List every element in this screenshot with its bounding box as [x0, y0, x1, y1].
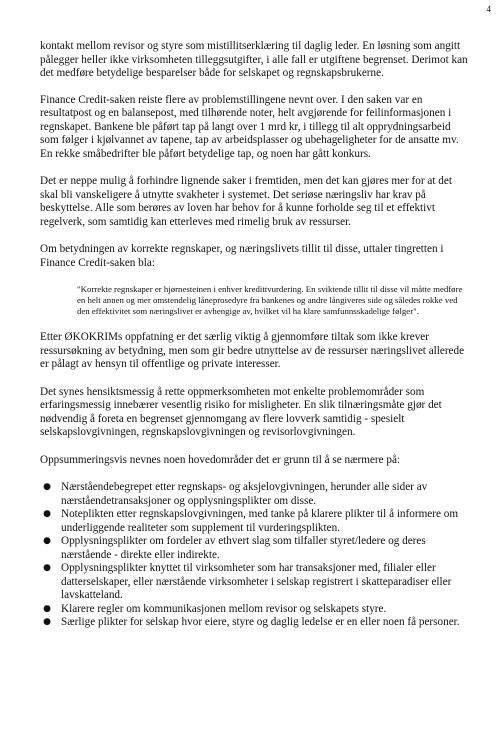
document-body — [40, 40, 468, 630]
list-item — [43, 508, 468, 535]
list-item-text: Noteplikten etter regnskapslovgivningen, med tanke på klarere plikter til å informere om underliggende realiteter som supplement til vurderingsplikten. — [61, 508, 459, 534]
paragraph-2: Finance Credit-saken reiste flere av problemstillingene nevnt over. I den saken var en resultatpost og en balansepost, med tilhørende noter, helt avgjørende for feilinformasjonen i regnskapet. Bankene ble påført tap på langt over 1 mrd kr, i tillegg til alt opprydningsarbeid som følger i kjølvannet av tapene, tap av arbeidsplasser og ubehageligheter for de ansatte mv. En rekke småbedrifter ble påført betydelige tap, og noen har gått konkurs. — [40, 93, 459, 160]
bullet-icon: ● — [43, 536, 51, 546]
list-item — [43, 562, 468, 603]
bullet-icon: ● — [43, 617, 51, 627]
list-item — [43, 535, 468, 562]
summary-list — [40, 481, 468, 630]
court-quote: "Korrekte regnskaper er hjørnesteinen i enhver kredittvurdering. En sviktende tillit til disse vil måtte medføre en helt annen og mer omstendelig låneprosedyre fra bankenes og andre långiveres side og således rokke ved den effektivitet som næringslivet er avhengige av, hvilket vil ha klare samfunnsskadelige følger". — [77, 284, 463, 316]
list-item-text: Klarere regler om kommunikasjonen mellom revisor og selskapets styre. — [61, 602, 387, 615]
bullet-icon: ● — [43, 482, 51, 492]
bullet-icon: ● — [43, 603, 51, 614]
list-item-text: Nærståendebegrepet etter regnskaps- og aksjelovgivningen, herunder alle sider av nærståendetransaksjoner og opplysningsplikter om disse. — [61, 481, 428, 507]
list-item — [43, 602, 468, 617]
list-item-text: Opplysningsplikter om fordeler av ethvert slag som tilfaller styret/ledere og deres nærstående - direkte eller indirekte. — [61, 535, 426, 561]
paragraph-7: Oppsummeringsvis nevnes noen hovedområder det er grunn til å se nærmere på: — [40, 453, 401, 466]
paragraph-1: kontakt mellom revisor og styre som mistillitserklæring til daglig leder. En løsning som angitt pålegger heller ikke virksomheten tilleggsutgifter, i alle fall er utgiftene begrenset. Derimot kan det medføre betydelige besparelser både for selskapet og regnskapsbrukerne. — [40, 40, 468, 79]
paragraph-5: Etter ØKOKRIMs oppfatning er det særlig viktig å gjennomføre tiltak som ikke krever ressursøkning av betydning, men som gir bedre utnyttelse av de ressurser næringslivet allerede er pålagt av hensyn til offentlige og private interesser. — [40, 331, 465, 370]
bullet-icon: ● — [43, 509, 51, 519]
page-number: 4 — [486, 4, 491, 14]
list-item — [43, 481, 468, 508]
paragraph-4: Om betydningen av korrekte regnskaper, og næringslivets tillit til disse, uttaler tingretten i Finance Credit-saken bla: — [40, 243, 444, 269]
list-item-text: Opplysningsplikter knyttet til virksomheter som har transaksjoner med, filialer eller datterselskaper, eller nærstående virksomheter i selskap registrert i skatteparadiser eller lavskatteland. — [61, 562, 452, 601]
paragraph-3: Det er neppe mulig å forhindre lignende saker i fremtiden, men det kan gjøres mer for at det skal bli vanskeligere å utnytte svakheter i systemet. Det seriøse næringsliv har krav på beskyttelse. Alle som berøres av loven har behov for å kunne forholde seg til et effektivt regelverk, som samtidig kan etterleves med rimelig bruk av ressurser. — [40, 175, 452, 228]
bullet-icon: ● — [43, 563, 51, 573]
paragraph-6: Det synes hensiktsmessig å rette oppmerksomheten mot enkelte problemområder som erfaringsmessig innebærer vesentlig risiko for misligheter. En slik tilnæringsmåte gjør det nødvendig å foreta en begrenset gjennomgang av flere lovverk samtidig - spesielt selskapslovgivningen, regnskapslovgivningen og revisorlovgivningen. — [40, 385, 442, 438]
list-item-text: Særlige plikter for selskap hvor eiere, styre og daglig ledelse er en eller noen få personer. — [61, 616, 460, 628]
list-item — [43, 616, 468, 630]
